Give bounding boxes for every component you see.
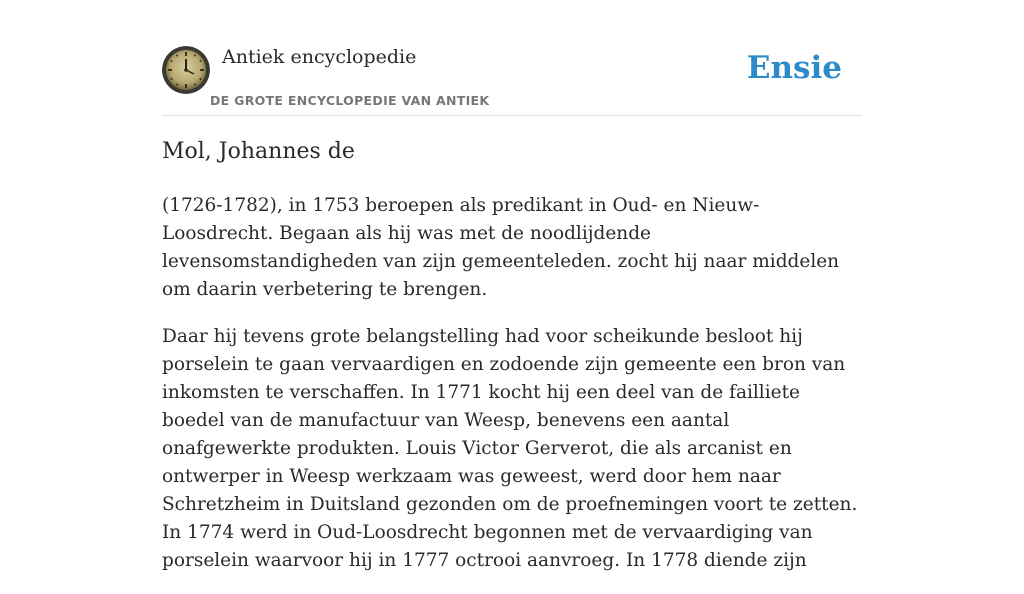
antique-clock-icon[interactable] bbox=[162, 46, 210, 94]
article-paragraph: (1726-1782), in 1753 beroepen als predikant in Oud- en Nieuw-Loosdrecht. Begaan als hij was met de noodlijdende levensomstandigheden van zijn gemeenteleden. zocht hij naar middelen om daarin verbetering te brengen. bbox=[162, 195, 840, 300]
article-paragraph: Daar hij tevens grote belangstelling had voor scheikunde besloot hij porselein te gaan vervaardigen en zodoende zijn gemeente een bron van inkomsten te verschaffen. In 1771 kocht hij een deel van de failliete boedel van de manufactuur van Weesp, benevens een aantal onafgewerkte produkten. Louis Victor Gerverot, die als arcanist en ontwerper in Weesp werkzaam was geweest, werd door hem naar Schretzheim in Duitsland gezonden om de proefnemingen voort te zetten. In 1774 werd in Oud-Loosdrecht begonnen met de vervaardiging van porselein waarvoor hij in 1777 octrooi aanvroeg. In 1778 diende zijn bbox=[162, 326, 858, 571]
site-subtitle: DE GROTE ENCYCLOPEDIE VAN ANTIEK bbox=[210, 93, 490, 108]
site-header bbox=[162, 46, 862, 116]
site-title[interactable]: Antiek encyclopedie bbox=[222, 46, 417, 68]
brand-logo[interactable]: Ensie bbox=[746, 50, 842, 86]
header-divider bbox=[162, 115, 862, 116]
article-title: Mol, Johannes de bbox=[162, 139, 355, 164]
article-body bbox=[162, 192, 862, 594]
